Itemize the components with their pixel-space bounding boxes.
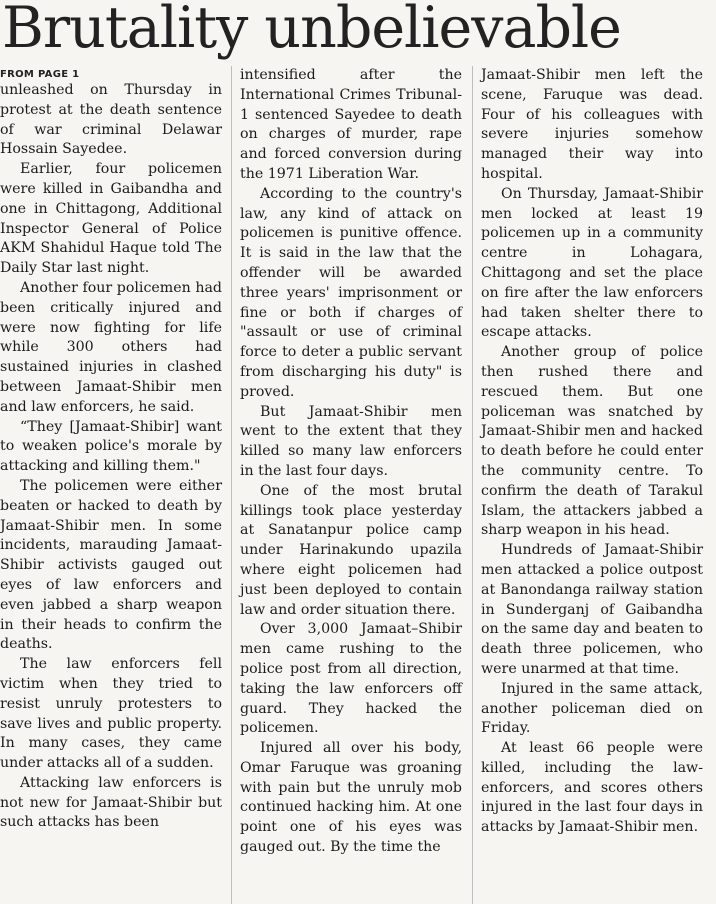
article-column-2: [240, 66, 462, 858]
paragraph: “They [Jamaat-Shibir] want to weaken police's morale by attacking and killing them.": [0, 418, 222, 475]
paragraph: Jamaat-Shibir men left the scene, Faruque was dead. Four of his colleagues with severe injuries somehow managed their way into hospital.: [481, 67, 703, 182]
paragraph: Injured all over his body, Omar Faruque was groaning with pain but the unruly mob continued hacking him. At one point one of his eyes was gauged out. By the time the: [240, 740, 462, 856]
column-divider: [231, 66, 232, 904]
column-divider: [472, 66, 473, 904]
paragraph: According to the country's law, any kind of attack on policemen is punitive offence. It is said in the law that the offender will be awarded three years' imprisonment or fine or both if charges of "assault or use of criminal force to deter a public servant from discharging his duty" is proved.: [240, 185, 462, 400]
from-page-kicker: FROM PAGE 1: [0, 69, 80, 80]
paragraph: But Jamaat-Shibir men went to the extent that they killed so many law enforcers in the last four days.: [240, 403, 462, 479]
paragraph: Hundreds of Jamaat-Shibir men attacked a police outpost at Banondanga railway station in Sunderganj of Gaibandha on the same day and beaten to death three policemen, who were unarmed at that time.: [481, 542, 703, 677]
paragraph: Injured in the same attack, another policeman died on Friday.: [481, 680, 703, 737]
paragraph: The law enforcers fell victim when they tried to resist unruly protesters to save lives and public property. In many cases, they came under attacks all of a sudden.: [0, 656, 222, 772]
article-column-3: [481, 66, 703, 838]
paragraph: At least 66 people were killed, including the law-enforcers, and scores others injured in the last four days in attacks by Jamaat-Shibir men.: [481, 740, 703, 836]
paragraph: Earlier, four policemen were killed in Gaibandha and one in Chittagong, Additional Inspector General of Police AKM Shahidul Haque told The Daily Star last night.: [0, 161, 222, 277]
paragraph: Over 3,000 Jamaat–Shibir men came rushing to the police post from all direction, taking the law enforcers off guard. They hacked the policemen.: [240, 621, 462, 737]
article-column-1: [0, 66, 222, 833]
paragraph: intensified after the International Crimes Tribunal-1 sentenced Sayedee to death on charges of murder, rape and forced conversion during the 1971 Liberation War.: [240, 67, 462, 182]
paragraph: The policemen were either beaten or hacked to death by Jamaat-Shibir men. In some incidents, marauding Jamaat-Shibir activists gauged out eyes of law enforcers and even jabbed a sharp weapon in their heads to confirm the deaths.: [0, 477, 222, 653]
paragraph: unleashed on Thursday in protest at the death sentence of war criminal Delawar Hossain Sayedee.: [0, 82, 222, 158]
headline: Brutality unbelievable: [2, 0, 621, 61]
paragraph: One of the most brutal killings took place yesterday at Sanatanpur police camp under Harinakundo upazila where eight policemen had just been deployed to contain law and order situation there.: [240, 482, 462, 618]
paragraph: On Thursday, Jamaat-Shibir men locked at least 19 policemen up in a community centre in Lohagara, Chittagong and set the place on fire after the law enforcers had taken shelter there to escape attacks.: [481, 185, 703, 341]
paragraph: Attacking law enforcers is not new for Jamaat-Shibir but such attacks has been: [0, 774, 222, 831]
paragraph: Another group of police then rushed there and rescued them. But one policeman was snatched by Jamaat-Shibir men and hacked to death before he could enter the community centre. To confirm the death of Tarakul Islam, the attackers jabbed a sharp weapon in his head.: [481, 344, 703, 539]
paragraph: Another four policemen had been critically injured and were now fighting for life while 300 others had sustained injuries in clashed between Jamaat-Shibir men and law enforcers, he said.: [0, 279, 222, 415]
